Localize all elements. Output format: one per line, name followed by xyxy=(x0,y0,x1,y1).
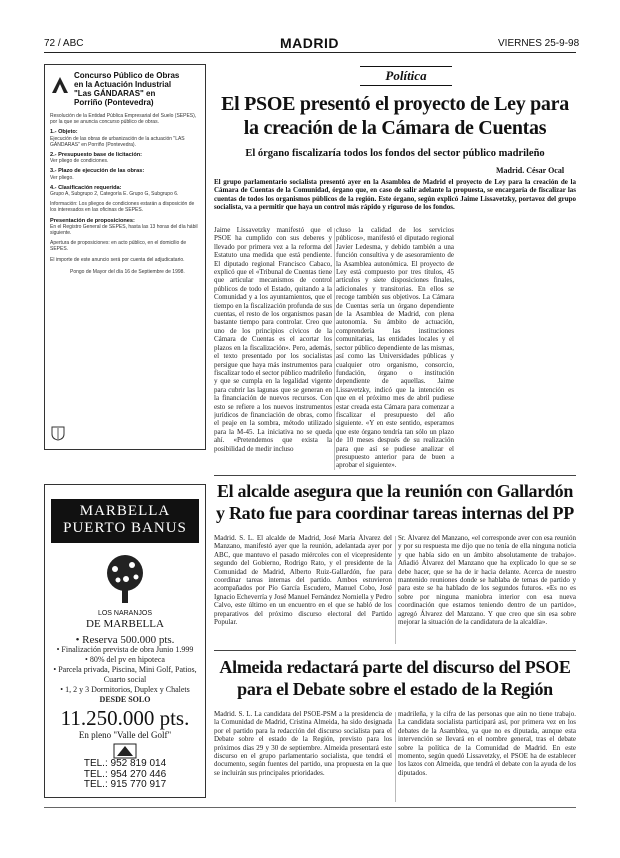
ad-intro: Resolución de la Entidad Pública Empresarial del Suelo (SEPES), por la que se anuncia concurso público de obras. xyxy=(50,113,197,126)
article-1-column-2: cluso la calidad de los servicios públicos», manifestó el diputado regional Javier Ledesma, y debido también a una función consultiva y de asesoramiento de la Asamblea autonómica. El proyecto de Ley está compuesto por tres títulos, 45 artículos y siete disposiciones finales, adicionales y transitorias. En ellos se recoge también sus objetivos. La Cámara de Cuentas sería un órgano dependiente de la Asamblea de Madrid, con plena autonomía. Su ámbito de actuación, comprendería las instituciones comunitarias, las entidades locales y el sector público dependiente de las mismas, así como las Universidades públicas y cualquier otro organismo, consorcio, fundación, órgano o institución dependiente de aquellas. Jaime Lissavetzky, indicó que la intención es que en el próximo mes de abril pudiese estar creada esta Cámara para comenzar a fiscalizar el presupuesto del año siguiente. «Y en este sentido, esperamos que este órgano tendría tan sólo un plazo de 10 meses después de su realización para que así se pudiese analizar el presupuesto anterior para de buen a aprobar el siguiente». xyxy=(336,226,454,470)
ad-title-line4: Porriño (Pontevedra) xyxy=(74,98,154,107)
subheadline-1: El órgano fiscalizaría todos los fondos del sector público madrileño xyxy=(245,148,545,159)
ad-title-line1: Concurso Público de Obras xyxy=(74,71,180,80)
ad-line5: • 1, 2 y 3 Dormitorios, Duplex y Chalets xyxy=(60,685,190,694)
ad-footer: Pongo de Mayor del día 16 de Septiembre de 1998. xyxy=(70,268,185,275)
lead-paragraph-1: El grupo parlamentario socialista presentó ayer en la Asamblea de Madrid el proyecto de Ley para la creación de la Cámara de Cuentas de la Comunidad, órgano que, en caso de salir adelante la propuesta, se encargaría de fiscalizar las cuentas de todos los organismos públicos de la región. Este órgano, según explicó Jaime Lissavetzky, portavoz del grupo socialista, va a permitir que haya un control más rápido y riguroso de los fondos. xyxy=(214,178,576,212)
ad-sub1: LOS NARANJOS xyxy=(97,610,153,617)
ad-marbella xyxy=(44,484,206,798)
developer-logo-icon xyxy=(113,743,137,759)
banner-line1: MARBELLA xyxy=(79,503,171,519)
ad-s5-text: Información: Los pliegos de condiciones estarán a disposición de los interesados en las oficinas de SEPES. xyxy=(50,201,195,214)
column-divider xyxy=(334,228,335,470)
headline-1-line2: la creación de la Cámara de Cuentas xyxy=(243,117,547,139)
footer-rule xyxy=(44,807,576,808)
headline-1-line1: El PSOE presentó el proyecto de Ley para xyxy=(221,93,569,115)
ad-s1-text: Ejecución de las obras de urbanización de la actuación "LAS GÁNDARAS" en Porriño (Pontevedra). xyxy=(50,135,185,148)
ad-line6: DESDE SOLO xyxy=(99,695,151,704)
article-3-column-1: Madrid. S. L. La candidata del PSOE-PSM a la presidencia de la Comunidad de Madrid, Cristina Almeida, ha sido designada por el partido para la redacción del discurso socialista para el Debate sobre el estado de la Región, previsto para los próximos días 29 y 30 de septiembre. Almeida presentará este discurso en el grupo parlamentario socialista, que tendrá el documento, según fuentes del partido, una propuesta en la que se incluirán sus principales prioridades. xyxy=(214,710,392,777)
ad-banner xyxy=(51,499,199,543)
header-rule xyxy=(44,52,576,53)
ad-sub2: DE MARBELLA xyxy=(86,618,164,630)
orange-tree-icon xyxy=(82,551,168,605)
ad-price: 11.250.000 pts. xyxy=(60,706,190,730)
ad-s3-label: 3.- Plazo de ejecución de las obras: xyxy=(50,168,145,175)
ad-s8-text: El importe de este anuncio será por cuenta del adjudicatario. xyxy=(50,256,185,263)
ad-s2-label: 2.- Presupuesto base de licitación: xyxy=(50,152,143,159)
page-label: 72 / ABC xyxy=(44,38,84,49)
ad-s6-text: En el Registro General de SEPES, hasta las 13 horas del día hábil siguiente. xyxy=(50,223,198,237)
ad-s2-text: Ver pliego de condiciones. xyxy=(50,158,109,165)
ad-title-line2: en la Actuación Industrial xyxy=(74,80,172,89)
ad-s3-text: Ver pliego. xyxy=(50,174,74,181)
coat-of-arms-icon xyxy=(51,425,65,441)
ad-title-line3: "Las GÁNDARAS" en xyxy=(74,89,156,98)
headline-3-line1: Almeida redactará parte del discurso del PSOE xyxy=(219,657,571,677)
article-divider-2 xyxy=(214,650,576,651)
column-divider xyxy=(395,536,396,644)
ad-tel3: TEL.: 915 770 917 xyxy=(83,779,167,790)
column-divider xyxy=(395,712,396,802)
ad-concurso-publico xyxy=(44,64,206,450)
article-2-column-2: Sr. Álvarez del Manzano, «el corresponde aver con esa reunión y por su respuesta me dijo que no tenía de ella ninguna noticia y que había sido en un ámbito absolutamente de trabajo». Añadió Álvarez del Manzano que ha explicado lo que se se debe hacer, que se ha de ir hacia delante. Acerca de nuestro mantenido reuniones donde se hablaba de temas de partido y para este se ha hablado de los segundos futuros. «Es no es sobre por ninguna maniobra interior con esa nueva coordinación que estamos teniendo dentro de un partido», agregó Álvarez del Manzano. Y que creo que sin esa sobre mejorar la situación de la candidatura de la alcaldía». xyxy=(398,534,576,627)
article-divider-1 xyxy=(214,475,576,476)
sepes-logo-icon xyxy=(50,75,70,95)
ad-line1: • Reserva 500.000 pts. xyxy=(75,634,175,646)
section-title: MADRID xyxy=(280,35,339,51)
ad-s4-text: Grupo A, Subgrupo 2, Categoría E. Grupo G, Subgrupo 6. xyxy=(50,191,179,198)
headline-2-line2: y Rato fue para coordinar tareas internas del PP xyxy=(216,503,574,523)
section-label-politica: Política xyxy=(360,66,452,86)
ad-line3: • 80% del pv en hipoteca xyxy=(85,655,165,664)
ad-tel2: TEL.: 954 270 446 xyxy=(83,768,167,780)
headline-2-line1: El alcalde asegura que la reunión con Gallardón xyxy=(216,481,574,501)
ad-line4: • Parcela privada, Piscina, Mini Golf, Patios, Cuarto social xyxy=(53,665,197,684)
ad-tel1: TEL.: 952 819 014 xyxy=(83,758,167,769)
byline-1: Madrid. César Ocal xyxy=(496,166,565,175)
article-2-column-1: Madrid. S. L. El alcalde de Madrid, José María Álvarez del Manzano, manifestó ayer que la reunión, adelantada ayer por ABC, que mantuvo el pasado miércoles con el vicepresidente segundo del Gobierno, Rodrigo Rato, y el presidente de la Comunidad de Madrid, Alberto Ruiz-Gallardón, fue para coordinar tareas internas del partido. Ambos estuvieron acompañados por Pío García Escudero, Manuel Cobo, José Ignacio Echeverría y José Manuel Fernández Norniella y Pedro Calvo, este último en un encuentro en el que se habló de los preparativos del próximo discurso electoral del Partido Popular. xyxy=(214,534,392,627)
ad-s1-label: 1.- Objeto: xyxy=(50,129,78,136)
ad-price-sub: En pleno "Valle del Golf" xyxy=(78,730,172,740)
ad-s7-text: Apertura de proposiciones: en acto público, en el domicilio de SEPES. xyxy=(50,240,187,253)
issue-date: VIERNES 25-9-98 xyxy=(498,38,580,49)
headline-3-line2: para el Debate sobre el estado de la Región xyxy=(237,679,553,699)
banner-line2: PUERTO BANUS xyxy=(63,520,187,536)
ad-s4-label: 4.- Clasificación requerida: xyxy=(50,184,122,191)
article-1-column-1: Jaime Lissavetzky manifestó que el PSOE ha cumplido con sus deberes y llevado por primera vez a la reforma del Estatuto una medida que está pendiente. El diputado regional Francisco Cabaco, explicó que el «Tribunal de Cuentas tiene que articular mecanismos de control públicos de todo el Estado, quitando a la Comunidad y a los ayuntamientos, que el tiempo en la fiscalización profunda de sus cuentas, el resto de los organismos pasan bastante tiempo para controlar. Creo que uno de los principios cívicos de la Cámara de Cuentas es el acortar los plazos en la fiscalización». Pero, además, el texto presentado por los socialistas persigue que haya más instrumentos para fiscalizar todo el sector público madrileño y que se cumpla en la legalidad vigente para cubrir las lagunas que se generan en la financiación de nuevos recursos. Con esto se refiere a los nuevos instrumentos jurídicos de financiación de obras, como el peaje en la sombra, método utilizado para la M-45. La iniciativa no se queda ahí. «Pretendemos que exista la posibilidad de medir incluso xyxy=(214,226,332,453)
article-3-column-2: madrileña, y la cifra de las personas que aún no tiene trabajo. La candidata socialista participará así, por primera vez en los debates de la Asamblea, ya que no es diputada, aunque esta intervención se llevará en el nombre general, tras el debate sobre la política de la Comunidad de Madrid. En este momento, según quedó Lissavetzky, el PSOE ha de establecer los lazos con Almeida, que tendrá el debate con la ayuda de los diputados. xyxy=(398,710,576,777)
ad-s6-label: Presentación de proposiciones: xyxy=(50,217,135,224)
ad-line2: • Finalización prevista de obra Junio 1.999 xyxy=(56,645,194,654)
